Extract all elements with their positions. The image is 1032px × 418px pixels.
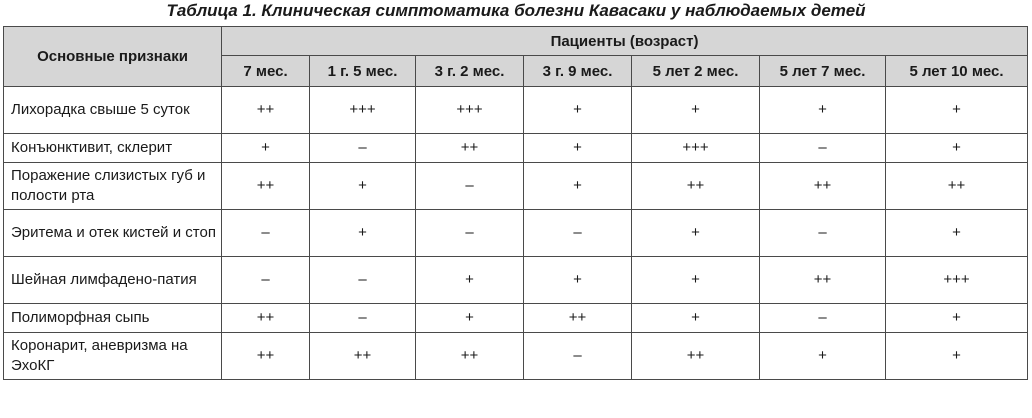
table-cell: +	[886, 333, 1028, 380]
table-cell: +	[886, 134, 1028, 163]
table-cell: ++	[886, 163, 1028, 210]
feature-name: Конъюнктивит, склерит	[4, 134, 222, 163]
table-cell: +	[886, 87, 1028, 134]
table-row	[4, 163, 1028, 210]
feature-name: Шейная лимфадено-патия	[4, 257, 222, 304]
header-patients-group: Пациенты (возраст)	[222, 27, 1028, 56]
table-row	[4, 134, 1028, 163]
table-cell: ++	[632, 163, 760, 210]
table-cell: ++	[222, 304, 310, 333]
table-row	[4, 87, 1028, 134]
table-cell: –	[310, 304, 416, 333]
header-age: 1 г. 5 мес.	[310, 56, 416, 87]
table-cell: –	[310, 257, 416, 304]
table-caption: Таблица 1. Клиническая симптоматика болезни Кавасаки у наблюдаемых детей	[166, 1, 866, 20]
header-age: 5 лет 10 мес.	[886, 56, 1028, 87]
header-age: 7 мес.	[222, 56, 310, 87]
table-cell: –	[760, 134, 886, 163]
table-cell: +	[310, 163, 416, 210]
table-cell: +++	[632, 134, 760, 163]
header-age: 3 г. 2 мес.	[416, 56, 524, 87]
table-row	[4, 257, 1028, 304]
table-cell: –	[760, 210, 886, 257]
header-features: Основные признаки	[4, 27, 222, 87]
table-cell: +	[632, 257, 760, 304]
table-cell: +	[632, 304, 760, 333]
table-cell: +	[760, 333, 886, 380]
feature-name: Поражение слизистых губ и полости рта	[4, 163, 222, 210]
table-cell: +	[416, 304, 524, 333]
table-cell: –	[222, 210, 310, 257]
table-cell: –	[524, 210, 632, 257]
table-cell: –	[760, 304, 886, 333]
table-cell: ++	[416, 134, 524, 163]
table-cell: –	[222, 257, 310, 304]
table-cell: +	[886, 210, 1028, 257]
table-cell: ++	[632, 333, 760, 380]
table-row	[4, 333, 1028, 380]
table-cell: –	[416, 163, 524, 210]
table-cell: +	[416, 257, 524, 304]
table-cell: +++	[886, 257, 1028, 304]
header-age: 5 лет 2 мес.	[632, 56, 760, 87]
table-cell: +++	[416, 87, 524, 134]
table-cell: ++	[310, 333, 416, 380]
table-cell: –	[310, 134, 416, 163]
table-cell: +	[632, 210, 760, 257]
table-cell: +	[524, 134, 632, 163]
table-cell: +	[524, 87, 632, 134]
table-cell: ++	[760, 163, 886, 210]
table-row	[4, 210, 1028, 257]
feature-name: Лихорадка свыше 5 суток	[4, 87, 222, 134]
table-cell: ++	[222, 163, 310, 210]
table-cell: +	[886, 304, 1028, 333]
table-cell: –	[524, 333, 632, 380]
table-cell: ++	[222, 87, 310, 134]
table-cell: ++	[222, 333, 310, 380]
header-age: 5 лет 7 мес.	[760, 56, 886, 87]
table-cell: +	[222, 134, 310, 163]
header-age: 3 г. 9 мес.	[524, 56, 632, 87]
table-cell: +	[524, 163, 632, 210]
symptoms-table	[3, 26, 1028, 380]
table-cell: +	[310, 210, 416, 257]
table-cell: ++	[524, 304, 632, 333]
table-cell: +++	[310, 87, 416, 134]
table-cell: +	[632, 87, 760, 134]
feature-name: Коронарит, аневризма на ЭхоКГ	[4, 333, 222, 380]
table-cell: ++	[416, 333, 524, 380]
feature-name: Полиморфная сыпь	[4, 304, 222, 333]
feature-name: Эритема и отек кистей и стоп	[4, 210, 222, 257]
table-cell: +	[524, 257, 632, 304]
table-cell: +	[760, 87, 886, 134]
table-row	[4, 304, 1028, 333]
table-cell: –	[416, 210, 524, 257]
table-cell: ++	[760, 257, 886, 304]
